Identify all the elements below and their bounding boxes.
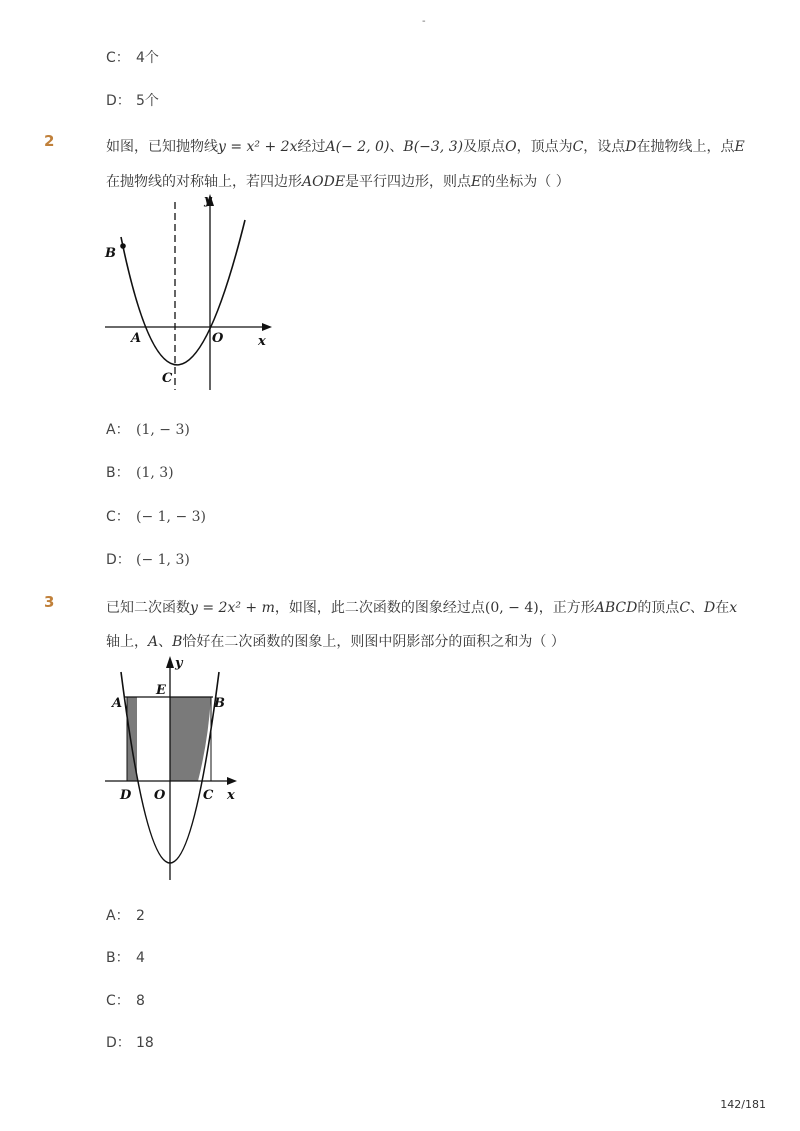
text-run: 的坐标为（ ） xyxy=(481,174,570,190)
label-c: C xyxy=(203,788,214,803)
label-a: A xyxy=(112,696,123,711)
option-label: C： xyxy=(106,993,130,1009)
label-c: C xyxy=(162,371,173,386)
option-label: A： xyxy=(106,422,130,438)
label-o: O xyxy=(212,331,224,346)
q2-option-c[interactable] xyxy=(106,506,206,526)
question-text-line2 xyxy=(106,171,570,191)
parabola-figure xyxy=(100,190,280,395)
page-number: 142/181 xyxy=(720,1098,766,1111)
point-b: B(−3, 3) xyxy=(403,139,464,155)
x-label: x xyxy=(227,788,235,803)
text-run: ，正方形 xyxy=(538,600,595,616)
label-o: O xyxy=(154,788,166,803)
q2-option-d[interactable] xyxy=(106,549,190,569)
text-run: 在 xyxy=(715,600,730,616)
question-text-line1 xyxy=(106,136,745,156)
point-e: E xyxy=(471,174,482,190)
q2-option-a[interactable] xyxy=(106,419,190,439)
point-a: A xyxy=(148,634,159,650)
option-label: B： xyxy=(106,950,130,966)
option-text: 18 xyxy=(136,1035,154,1051)
top-mark: - xyxy=(422,16,426,27)
text-run: 经过 xyxy=(297,139,326,155)
question-text-line2 xyxy=(106,631,565,651)
text-run: 轴上， xyxy=(106,634,148,650)
text-run: ，顶点为 xyxy=(516,139,573,155)
prev-option-d[interactable] xyxy=(106,90,159,110)
option-label: C： xyxy=(106,50,130,66)
option-label: C： xyxy=(106,509,130,525)
question-number: 3 xyxy=(44,593,55,611)
text-run: 是平行四边形，则点 xyxy=(345,174,472,190)
equation: y = x² + 2x xyxy=(218,139,298,155)
option-label: D： xyxy=(106,1035,131,1051)
text-run: 在抛物线上，点 xyxy=(636,139,735,155)
text-run: ，设点 xyxy=(583,139,626,155)
text-run: 、 xyxy=(389,139,404,155)
point-d: D xyxy=(704,600,716,616)
option-text: 2 xyxy=(136,908,145,924)
equation: y = 2x² + m xyxy=(190,600,275,616)
option-label: A： xyxy=(106,908,130,924)
q3-option-b[interactable] xyxy=(106,947,145,967)
square-name: ABCD xyxy=(594,600,638,616)
q3-option-d[interactable] xyxy=(106,1032,154,1052)
text-run: 及原点 xyxy=(463,139,506,155)
text-run: 恰好在二次函数的图象上，则图中阴影部分的面积之和为（ ） xyxy=(182,634,565,650)
option-label: D： xyxy=(106,93,131,109)
label-b: B xyxy=(105,246,116,261)
prev-option-c[interactable] xyxy=(106,47,159,67)
square-parabola-figure xyxy=(100,652,250,884)
point: (0, − 4) xyxy=(484,600,539,616)
option-text: 4个 xyxy=(136,50,159,66)
point-a: A(− 2, 0) xyxy=(325,139,390,155)
q3-option-c[interactable] xyxy=(106,990,145,1010)
question-text-line1 xyxy=(106,597,737,617)
point-b: B xyxy=(172,634,183,650)
label-e: E xyxy=(156,683,166,698)
text-run: 、 xyxy=(158,634,173,650)
y-label: y xyxy=(204,193,212,208)
text-run: 、 xyxy=(690,600,705,616)
q3-option-a[interactable] xyxy=(106,905,145,925)
y-arrow xyxy=(166,656,174,668)
x-arrow xyxy=(227,777,237,785)
question-number: 2 xyxy=(44,132,55,150)
text-run: 的顶点 xyxy=(637,600,680,616)
point-d: D xyxy=(625,139,637,155)
text-run: 已知二次函数 xyxy=(106,600,190,616)
point-o: O xyxy=(505,139,517,155)
option-text: (1, 3) xyxy=(136,465,174,481)
var-x: x xyxy=(729,600,738,616)
point-b-dot xyxy=(120,243,126,249)
option-label: D： xyxy=(106,552,131,568)
quadrilateral: AODE xyxy=(302,174,346,190)
text-run: ，如图，此二次函数的图象经过点 xyxy=(274,600,485,616)
option-text: (− 1, 3) xyxy=(136,552,190,568)
point-c: C xyxy=(679,600,691,616)
point-c: C xyxy=(572,139,584,155)
option-text: 8 xyxy=(136,993,145,1009)
option-label: B： xyxy=(106,465,130,481)
label-d: D xyxy=(120,788,132,803)
option-text: (1, − 3) xyxy=(136,422,190,438)
x-arrow xyxy=(262,323,272,331)
option-text: 4 xyxy=(136,950,145,966)
text-run: 在抛物线的对称轴上，若四边形 xyxy=(106,174,302,190)
option-text: 5个 xyxy=(136,93,159,109)
label-a: A xyxy=(131,331,142,346)
x-label: x xyxy=(258,334,266,349)
text-run: 如图，已知抛物线 xyxy=(106,139,218,155)
y-label: y xyxy=(175,656,183,671)
label-b: B xyxy=(214,696,225,711)
q2-option-b[interactable] xyxy=(106,462,174,482)
point-e: E xyxy=(734,139,745,155)
option-text: (− 1, − 3) xyxy=(136,509,206,525)
